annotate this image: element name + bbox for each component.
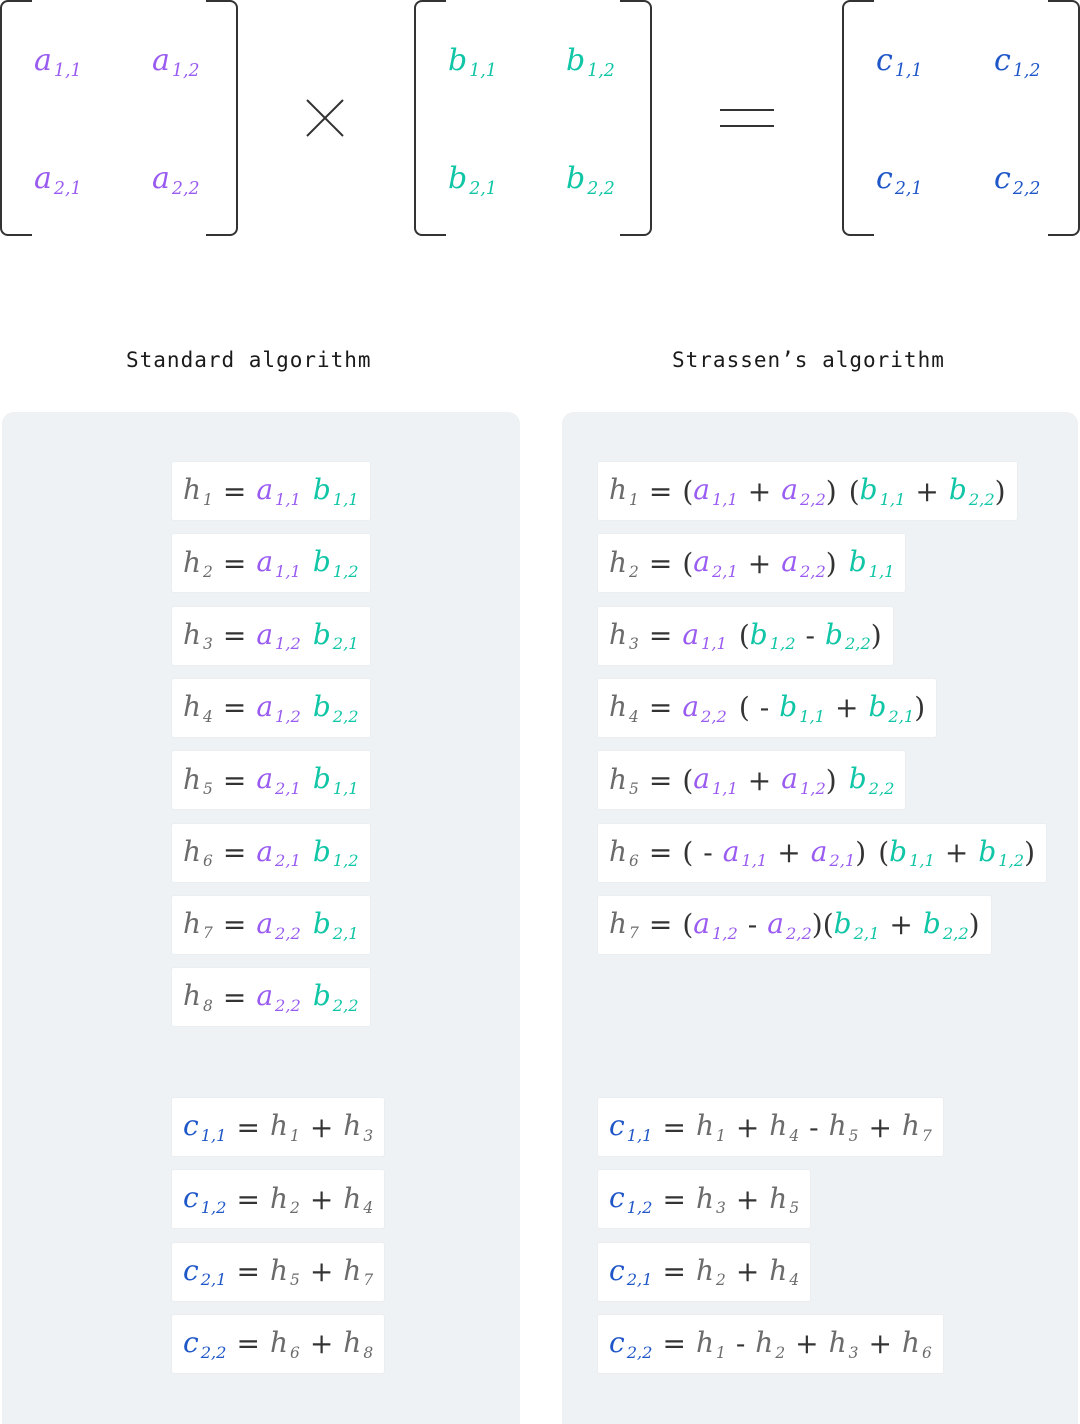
standard-result-equation: c $_{1,2}$ = h $_2$ + h $_4$	[172, 1170, 384, 1228]
standard-product-equation: h $_4$ = a $_{1,2}$ b $_{2,2}$	[172, 679, 370, 737]
entry-c12: c $_{1,2}$	[994, 43, 1041, 82]
strassen-product-equation: h $_4$ = a $_{2,2}$ ( - b $_{1,1}$ + b $_{2,1}$ )	[598, 679, 936, 737]
matrix-c	[842, 0, 1080, 238]
entry-b21: b $_{2,1}$	[448, 161, 497, 200]
standard-result-equation: c $_{1,1}$ = h $_1$ + h $_3$	[172, 1098, 384, 1156]
strassen-result-equation: c $_{1,2}$ = h $_3$ + h $_5$	[598, 1170, 810, 1228]
entry-a12: a $_{1,2}$	[152, 43, 200, 82]
left-bracket	[0, 0, 32, 236]
standard-product-equation: h $_5$ = a $_{2,1}$ b $_{1,1}$	[172, 751, 370, 809]
matrix-b	[414, 0, 652, 238]
entry-a11: a $_{1,1}$	[34, 43, 82, 82]
left-bracket	[842, 0, 874, 236]
strassen-product-equation: h $_6$ = ( - a $_{1,1}$ + a $_{2,1}$ ) ( b $_{1,1}$ + b $_{1,2}$ )	[598, 824, 1046, 882]
standard-heading: Standard algorithm	[126, 348, 372, 372]
strassen-result-equation: c $_{2,2}$ = h $_1$ - h $_2$ + h $_3$ + h $_6$	[598, 1315, 943, 1373]
right-bracket	[206, 0, 238, 236]
entry-c11: c $_{1,1}$	[876, 43, 923, 82]
standard-product-equation: h $_7$ = a $_{2,2}$ b $_{2,1}$	[172, 896, 370, 954]
entry-c21: c $_{2,1}$	[876, 161, 923, 200]
strassen-result-equation: c $_{1,1}$ = h $_1$ + h $_4$ - h $_5$ + h $_7$	[598, 1098, 943, 1156]
entry-a22: a $_{2,2}$	[152, 161, 200, 200]
strassen-heading: Strassen’s algorithm	[672, 348, 945, 372]
entry-c22: c $_{2,2}$	[994, 161, 1041, 200]
entry-a21: a $_{2,1}$	[34, 161, 82, 200]
strassen-product-equation: h $_7$ = ( a $_{1,2}$ - a $_{2,2}$ ) ( b $_{2,1}$ + b $_{2,2}$ )	[598, 896, 991, 954]
standard-product-equation: h $_2$ = a $_{1,1}$ b $_{1,2}$	[172, 534, 370, 592]
standard-result-equation: c $_{2,2}$ = h $_6$ + h $_8$	[172, 1315, 384, 1373]
strassen-product-equation: h $_5$ = ( a $_{1,1}$ + a $_{1,2}$ ) b $_{2,2}$	[598, 751, 905, 809]
standard-result-equation: c $_{2,1}$ = h $_5$ + h $_7$	[172, 1243, 384, 1301]
standard-product-equation: h $_3$ = a $_{1,2}$ b $_{2,1}$	[172, 607, 370, 665]
standard-product-equation: h $_6$ = a $_{2,1}$ b $_{1,2}$	[172, 824, 370, 882]
right-bracket	[620, 0, 652, 236]
standard-product-equation: h $_1$ = a $_{1,1}$ b $_{1,1}$	[172, 462, 370, 520]
strassen-product-equation: h $_3$ = a $_{1,1}$ ( b $_{1,2}$ - b $_{2,2}$ )	[598, 607, 893, 665]
strassen-result-equation: c $_{2,1}$ = h $_2$ + h $_4$	[598, 1243, 810, 1301]
entry-b11: b $_{1,1}$	[448, 43, 497, 82]
left-bracket	[414, 0, 446, 236]
entry-b22: b $_{2,2}$	[566, 161, 615, 200]
entry-b12: b $_{1,2}$	[566, 43, 615, 82]
equals-symbol	[720, 108, 774, 128]
right-bracket	[1048, 0, 1080, 236]
strassen-product-equation: h $_2$ = ( a $_{2,1}$ + a $_{2,2}$ ) b $_{1,1}$	[598, 534, 905, 592]
matrix-a	[0, 0, 238, 238]
standard-product-equation: h $_8$ = a $_{2,2}$ b $_{2,2}$	[172, 968, 370, 1026]
strassen-product-equation: h $_1$ = ( a $_{1,1}$ + a $_{2,2}$ ) ( b $_{1,1}$ + b $_{2,2}$ )	[598, 462, 1017, 520]
times-symbol	[305, 98, 345, 138]
